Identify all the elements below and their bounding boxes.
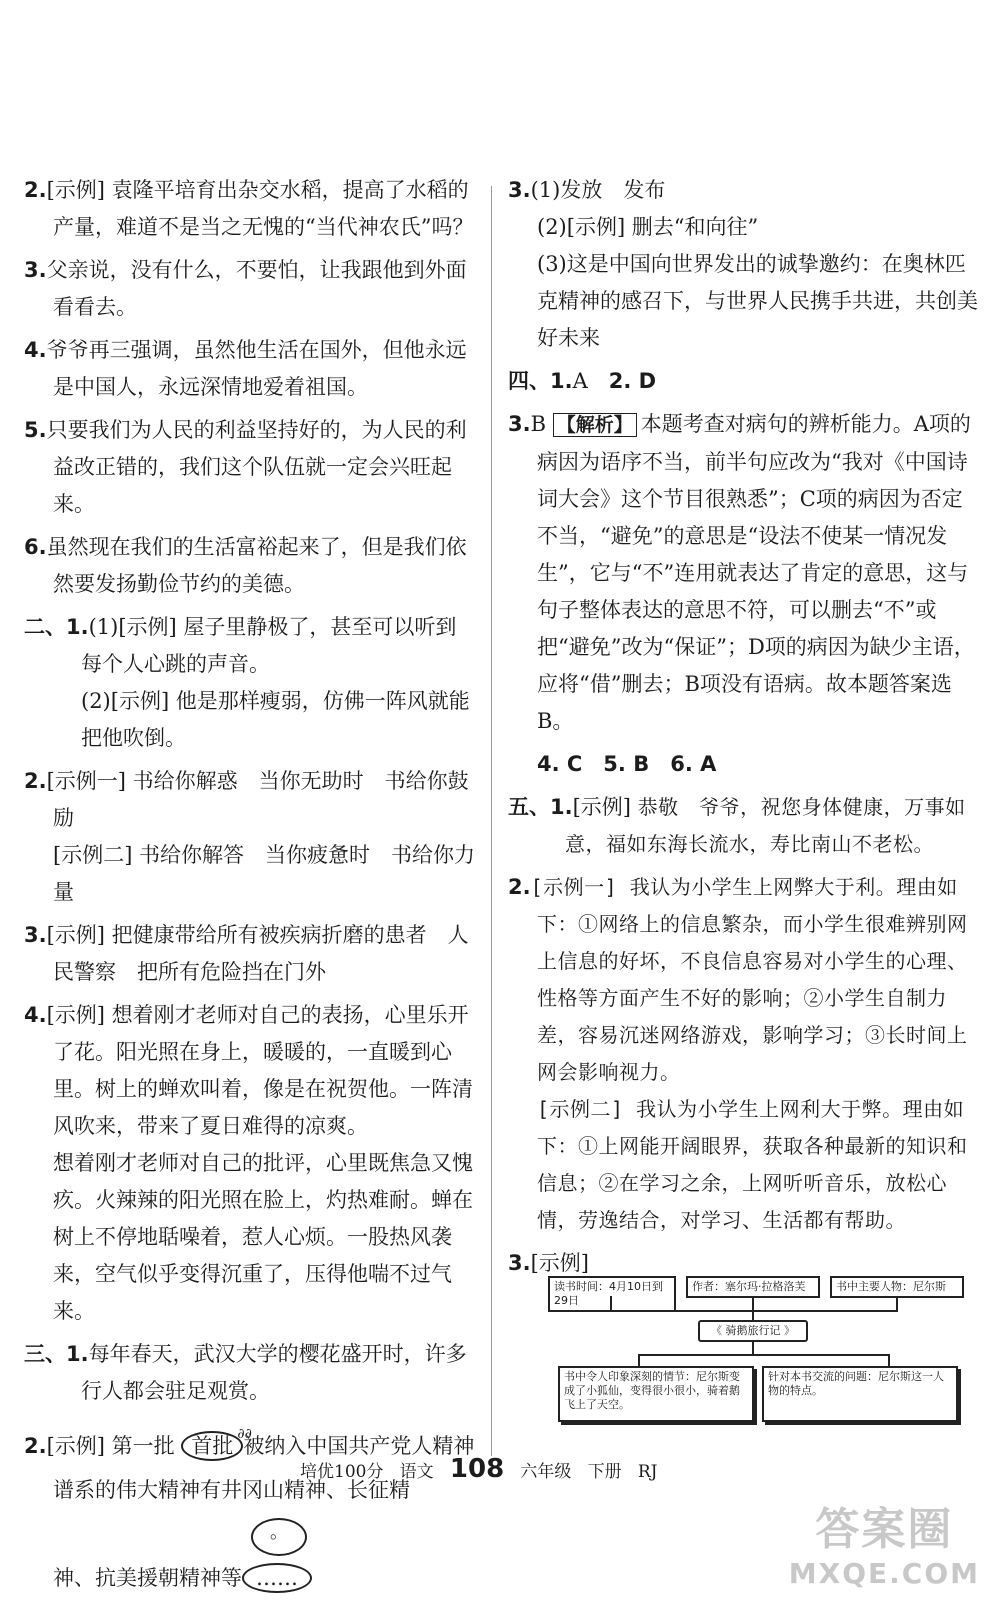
mindmap-main-character: 书中主要人物：尼尔斯 bbox=[830, 1276, 964, 1298]
watermark-logo-text: 答案圈 bbox=[815, 1504, 954, 1555]
series-name: 培优100分 bbox=[300, 1462, 384, 1482]
mindmap-book-title: 《 骑鹅旅行记 》 bbox=[698, 1320, 808, 1342]
answer-text: [示例一] 书给你解惑 当你无助时 书给你鼓励 bbox=[46, 769, 469, 830]
answer-text: (1)发放 发布 bbox=[530, 178, 666, 202]
answer-text: [示例] 第一批 bbox=[46, 1434, 175, 1458]
answer-text: 2. D bbox=[608, 369, 657, 393]
answer-2-2 bbox=[24, 763, 476, 911]
analysis-tag: 【解析】 bbox=[553, 413, 637, 437]
mindmap-impressive-plot: 书中令人印象深刻的情节：尼尔斯变成了小狐仙，变得很小很小，骑着鹅飞上了天空。 bbox=[558, 1366, 754, 1422]
answer-text: 父亲说，没有什么，不要怕，让我跟他到外面看看去。 bbox=[46, 258, 467, 319]
section-5 bbox=[508, 789, 978, 863]
item-number: 3. bbox=[24, 923, 47, 947]
handwritten-answer: [示例二] 我认为小学生上网利大于弊。理由如下：①上网能开阔眼界，获取各种最新的知识和信息；②在学习之余，上网听听音乐，放松心情，劳逸结合，对学习、生活都有帮助。 bbox=[537, 1097, 968, 1232]
bubble-row bbox=[53, 1512, 476, 1556]
answer-text: 本题考查对病句的辨析能力。A项的病因为语序不当，前半句应改为“我对《中国诗词大会》这个节目很熟悉”；C项的病因为否定不当，“避免”的意思是“设法不使某一情况发生”，它与“不”连用就表达了肯定的意思，这与句子整体表达的意思不符，可以删去“不”或把“避免”改为“保证”；D项的病因为缺少主语，应将“借”删去；B项没有语病。故本题答案选B。 bbox=[537, 412, 975, 733]
answer-text: [示例] bbox=[530, 1251, 589, 1275]
answer-5-2 bbox=[508, 869, 978, 1239]
answer-text: (2)[示例] 删去“和向往” bbox=[537, 215, 759, 239]
answer-4-4-6: 4. C 5. B 6. A bbox=[537, 752, 717, 776]
connector bbox=[752, 1296, 754, 1310]
answer-2-4 bbox=[24, 997, 476, 1330]
mindmap-reading-time: 读书时间：4月10日到29日 bbox=[548, 1276, 676, 1312]
answer-text: (3)这是中国向世界发出的诚挚邀约：在奥林匹克精神的感召下，与世界人民携手共进，共创美好未来 bbox=[537, 252, 978, 350]
reading-mind-map bbox=[548, 1276, 964, 1426]
connector bbox=[752, 1340, 754, 1354]
mindmap-discussion-question: 针对本书交流的问题：尼尔斯这一人物的特点。 bbox=[762, 1366, 958, 1422]
answer-3-2 bbox=[24, 1424, 476, 1600]
answer-text: (1)[示例] 屋子里静极了，甚至可以听到每个人心跳的声音。 bbox=[81, 615, 457, 676]
grade: 六年级 bbox=[520, 1462, 572, 1482]
answer-text: 神、抗美援朝精神等 bbox=[53, 1566, 242, 1590]
section-2 bbox=[24, 609, 476, 757]
answer-line bbox=[53, 1556, 476, 1600]
item-number: 3. bbox=[508, 178, 531, 202]
item-number: 2. bbox=[24, 178, 47, 202]
watermark-url: MXQE.COM bbox=[788, 1557, 980, 1590]
connector bbox=[610, 1296, 612, 1310]
section-3 bbox=[24, 1336, 476, 1410]
column-divider bbox=[491, 186, 492, 1456]
section-label: 五、1. bbox=[508, 795, 573, 819]
answer-1-2 bbox=[24, 172, 476, 246]
answer-text: 被纳入中国共产党人精神谱系的伟大精神有井冈山精神、长征精 bbox=[53, 1434, 475, 1502]
connector bbox=[752, 1310, 754, 1320]
answer-2-3 bbox=[24, 917, 476, 991]
connector bbox=[888, 1354, 890, 1366]
answer-4-3 bbox=[508, 406, 978, 740]
subject: 语文 bbox=[399, 1462, 434, 1482]
item-number: 4. bbox=[24, 338, 47, 362]
item-number: 3. bbox=[508, 412, 531, 436]
right-column bbox=[508, 172, 978, 1288]
connector bbox=[638, 1354, 888, 1356]
proofreading-bubble-top: 。 bbox=[251, 1518, 307, 1556]
watermark bbox=[789, 1493, 980, 1590]
item-number: 4. bbox=[24, 1003, 47, 1027]
item-number: 2. bbox=[24, 1434, 47, 1458]
answer-choice: B bbox=[530, 412, 547, 436]
answer-text: 想着刚才老师对自己的批评，心里既焦急又愧疚。火辣辣的阳光照在脸上，灼热难耐。蝉在树上不停地聒噪着，惹人心烦。一股热风袭来，空气似乎变得沉重了，压得他喘不过气来。 bbox=[53, 1151, 473, 1323]
handwritten-answer: [示例一] 我认为小学生上网弊大于利。理由如下：①网络上的信息繁杂，而小学生很难辨别网上信息的好坏，不良信息容易对小学生的心理、性格等方面产生不好的影响；②小学生自制力差，容易沉迷网络游戏，影响学习；③长时间上网会影响视力。 bbox=[530, 875, 968, 1084]
item-number: 6. bbox=[24, 535, 47, 559]
answer-1-6 bbox=[24, 529, 476, 603]
handwritten-answer: 恭敬 爷爷，祝您身体健康，万事如意，福如东海长流水，寿比南山不老松。 bbox=[565, 795, 966, 856]
answer-1-5 bbox=[24, 412, 476, 523]
connector bbox=[638, 1354, 640, 1366]
proofreading-bubble-bottom: …… bbox=[242, 1563, 312, 1593]
example-tag: [示例] bbox=[572, 795, 631, 819]
section-label: 二、1. bbox=[24, 615, 89, 639]
term: 下册 bbox=[587, 1462, 622, 1482]
answer-r-3 bbox=[508, 172, 978, 357]
answer-text: [示例] 袁隆平培育出杂交水稻，提高了水稻的产量，难道不是当之无愧的“当代神农氏”吗？ bbox=[46, 178, 474, 239]
answer-text: A bbox=[572, 369, 609, 393]
item-number: 5. bbox=[24, 418, 47, 442]
circled-correction: 首批 bbox=[181, 1431, 243, 1461]
connector bbox=[610, 1310, 898, 1312]
answer-text: 爷爷再三强调，虽然他生活在国外，但他永远是中国人，永远深情地爱着祖国。 bbox=[46, 338, 467, 399]
item-number: 2. bbox=[24, 769, 47, 793]
section-label: 三、1. bbox=[24, 1342, 89, 1366]
connector bbox=[896, 1296, 898, 1310]
item-number: 2. bbox=[508, 875, 531, 899]
answer-text: 只要我们为人民的利益坚持好的，为人民的利益改正错的，我们这个队伍就一定会兴旺起来。 bbox=[46, 418, 467, 516]
answer-text: [示例二] 书给你解答 当你疲惫时 书给你力量 bbox=[53, 843, 476, 904]
page-footer bbox=[300, 1454, 700, 1484]
section-4 bbox=[508, 363, 978, 400]
edition: RJ bbox=[637, 1462, 658, 1482]
answer-text: [示例] 把健康带给所有被疾病折磨的患者 人民警察 把所有危险挡在门外 bbox=[46, 923, 469, 984]
mindmap-author: 作者：塞尔玛·拉格洛芙 bbox=[686, 1276, 820, 1298]
answer-text: [示例] 想着刚才老师对自己的表扬，心里乐开了花。阳光照在身上，暖暖的，一直暖到心里。树上的蝉欢叫着，像是在祝贺他。一阵清风吹来，带来了夏日难得的凉爽。 bbox=[46, 1003, 473, 1138]
page-number: 108 bbox=[449, 1454, 505, 1484]
proofreading-mark: ∂∂ bbox=[237, 1426, 252, 1442]
answer-1-4 bbox=[24, 332, 476, 406]
answer-text: (2)[示例] 他是那样瘦弱，仿佛一阵风就能把他吹倒。 bbox=[81, 689, 470, 750]
answer-text: 虽然现在我们的生活富裕起来了，但是我们依然要发扬勤俭节约的美德。 bbox=[46, 535, 467, 596]
item-number: 3. bbox=[24, 258, 47, 282]
answer-1-3 bbox=[24, 252, 476, 326]
item-number: 3. bbox=[508, 1251, 531, 1275]
section-label: 四、1. bbox=[508, 369, 573, 393]
answer-text: 每年春天，武汉大学的樱花盛开时，许多行人都会驻足观赏。 bbox=[81, 1342, 467, 1403]
left-column bbox=[24, 172, 476, 1606]
